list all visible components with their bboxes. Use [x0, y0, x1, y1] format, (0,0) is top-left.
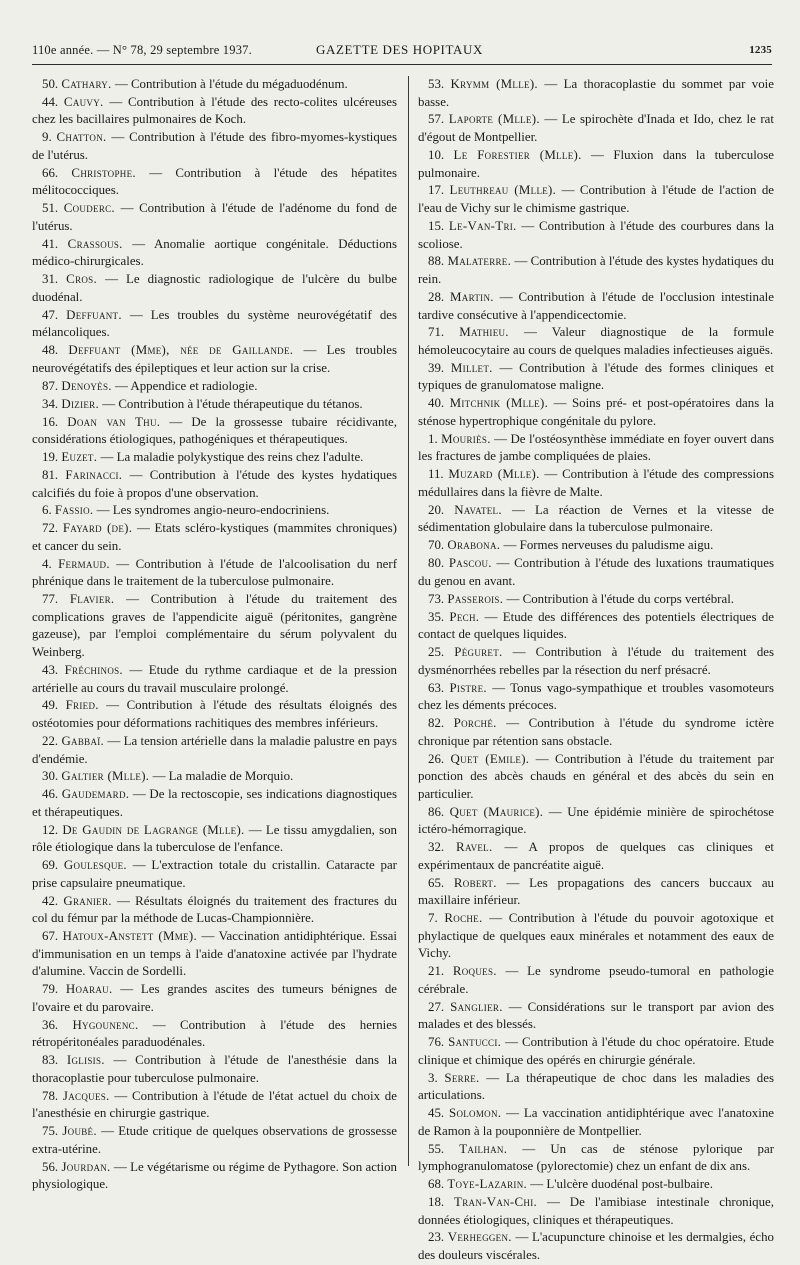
- thesis-entry: [32, 822, 397, 857]
- thesis-entry: [32, 556, 397, 591]
- entry-number: 32.: [428, 840, 445, 855]
- entry-title: — Considérations sur le transport par avion des malades et des blessés.: [418, 999, 775, 1032]
- entry-author: Leuthreau (Mlle).: [449, 183, 557, 198]
- entry-title: — Contribution à l'étude du traitement par ponction des abcès chauds en général et des abcès du sein en particulier.: [418, 751, 774, 801]
- thesis-entry: [32, 662, 397, 697]
- thesis-entry: [418, 218, 774, 253]
- entry-author: Roche.: [444, 911, 483, 926]
- entry-title: — Un cas de sténose pylorique par lymphogranulomatose (pylorectomie) chez un enfant de dix ans.: [418, 1141, 775, 1174]
- entry-title: — Les grandes ascites des tumeurs bénignes de l'ovaire et du parovaire.: [32, 982, 397, 1014]
- thesis-entry: [418, 1176, 774, 1194]
- entry-number: 47.: [42, 307, 59, 322]
- thesis-entry: [32, 981, 397, 1016]
- running-header: [32, 38, 772, 65]
- entry-title: — La maladie polykystique des reins chez l'adulte.: [100, 450, 364, 465]
- right-column: [418, 76, 774, 1265]
- entry-author: Pascou.: [448, 556, 492, 571]
- entry-number: 81.: [42, 467, 59, 482]
- thesis-entry: [32, 502, 397, 520]
- entry-author: Martin.: [450, 289, 494, 304]
- entry-number: 82.: [428, 716, 445, 731]
- entry-number: 72.: [42, 521, 59, 536]
- thesis-entry: [418, 147, 774, 182]
- entry-number: 18.: [428, 1194, 445, 1209]
- entry-title: — La thérapeutique de choc dans les maladies des articulations.: [418, 1070, 774, 1103]
- entry-title: — Anomalie aortique congénitale. Déductions médico-chirurgicales.: [32, 236, 397, 269]
- entry-title: — Contribution à l'étude des hernies rétropéritonéales paraduodénales.: [32, 1017, 398, 1050]
- left-column: [32, 76, 397, 1194]
- entry-author: Jourdan.: [61, 1159, 111, 1174]
- entry-number: 57.: [428, 112, 445, 127]
- thesis-entry: [32, 591, 397, 661]
- entry-author: Fermaud.: [58, 556, 110, 571]
- entry-title: — De la grossesse tubaire récidivante, considérations étiologiques, pathogéniques et thérapeutiques.: [32, 414, 397, 447]
- entry-number: 10.: [428, 147, 445, 162]
- entry-author: Couderc.: [63, 201, 115, 216]
- thesis-entry: [418, 591, 774, 609]
- entry-title: — Contribution à l'étude des fibro-myomes-kystiques de l'utérus.: [32, 130, 397, 162]
- entry-number: 83.: [42, 1053, 59, 1068]
- entry-number: 17.: [428, 183, 445, 198]
- entry-author: Navatel.: [454, 502, 502, 517]
- entry-title: — Contribution à l'étude thérapeutique du tétanos.: [102, 396, 363, 411]
- thesis-entry: [32, 94, 397, 129]
- entry-title: — Vaccination antidiphtérique. Essai d'immunisation en un temps à l'aide d'anatoxine activée par l'hydrate d'alumine. Vaccin de Sordelli.: [32, 929, 397, 979]
- thesis-entry: [418, 804, 774, 839]
- entry-title: — Les syndromes angio-neuro-endocriniens.: [96, 503, 330, 518]
- entry-title: — Contribution à l'étude de l'adénome du fond de l'utérus.: [32, 201, 397, 233]
- entry-author: Solomon.: [448, 1106, 502, 1121]
- entry-title: — Appendice et radiologie.: [115, 378, 258, 393]
- thesis-entry: [418, 839, 774, 874]
- entry-number: 15.: [428, 218, 445, 233]
- entry-author: Fayard (de).: [62, 521, 133, 536]
- entry-title: — Contribution à l'étude des courbures dans la scoliose.: [418, 218, 774, 251]
- entry-author: Orabona.: [447, 538, 501, 553]
- entry-number: 78.: [42, 1088, 59, 1103]
- entry-number: 4.: [42, 556, 52, 571]
- entry-author: Serre.: [444, 1070, 480, 1085]
- entry-number: 36.: [42, 1017, 59, 1032]
- entry-author: Denoyès.: [61, 378, 112, 393]
- entry-author: Muzard (Mlle).: [448, 467, 540, 482]
- thesis-entry: [418, 1141, 774, 1176]
- entry-number: 46.: [42, 787, 59, 802]
- thesis-entry: [418, 609, 774, 644]
- entry-title: — Contribution à l'étude du traitement des dysménorrhées rebelles par la résection du nerf présacré.: [418, 645, 774, 677]
- entry-title: — Contribution à l'étude des kystes hydatiques du rein.: [418, 254, 774, 287]
- entry-title: — La maladie de Morquio.: [152, 769, 294, 784]
- thesis-entry: [32, 342, 397, 377]
- entry-number: 3.: [428, 1070, 438, 1085]
- entry-title: — Contribution à l'étude des recto-colites ulcéreuses chez les bacillaires pulmonaires de Koch.: [32, 94, 397, 127]
- entry-number: 16.: [42, 414, 59, 429]
- entry-number: 67.: [42, 929, 59, 944]
- entry-title: — Tonus vago-sympathique et troubles vasomoteurs chez les déments précoces.: [418, 680, 774, 713]
- thesis-entry: [32, 200, 397, 235]
- entry-number: 26.: [428, 751, 445, 766]
- entry-author: Euzet.: [61, 450, 98, 465]
- thesis-entry: [32, 307, 397, 342]
- entry-title: — Contribution à l'étude du pouvoir agotoxique et phylactique de quelques eaux minérales et notamment des eaux de Vichy.: [418, 911, 774, 961]
- entry-number: 50.: [42, 77, 59, 91]
- entry-number: 28.: [428, 289, 445, 304]
- entry-author: Goulesque.: [63, 858, 127, 873]
- entry-number: 12.: [42, 822, 59, 837]
- entry-number: 55.: [428, 1141, 445, 1156]
- entry-author: Chatton.: [56, 130, 107, 145]
- thesis-entry: [32, 928, 397, 981]
- entry-number: 66.: [42, 165, 59, 180]
- entry-title: — Le tissu amygdalien, son rôle étiologique dans la tuberculose de l'enfance.: [32, 822, 397, 855]
- entry-author: Le Forestier (Mlle).: [453, 147, 582, 162]
- entry-author: De Gaudin de Lagrange (Mlle).: [62, 822, 245, 837]
- entry-number: 19.: [42, 450, 59, 465]
- entry-number: 34.: [42, 396, 59, 411]
- entry-number: 56.: [42, 1159, 59, 1174]
- entry-author: Toye-Lazarin.: [447, 1177, 528, 1192]
- entry-number: 43.: [42, 662, 59, 677]
- entry-author: Gaudemard.: [61, 787, 130, 802]
- entry-title: — Contribution à l'étude des compressions médullaires dans la fièvre de Malte.: [418, 467, 774, 499]
- thesis-entry: [32, 768, 397, 786]
- entry-number: 39.: [428, 360, 445, 375]
- entry-author: Porché.: [453, 716, 497, 731]
- entry-author: Krymm (Mlle).: [450, 77, 538, 91]
- entry-number: 73.: [428, 591, 445, 606]
- entry-author: Mouriès.: [441, 431, 491, 446]
- thesis-entry: [418, 537, 774, 555]
- thesis-entry: [418, 555, 774, 590]
- thesis-entry: [418, 1070, 774, 1105]
- entry-title: — Résultats éloignés du traitement des fractures du col du fémur par la méthode de Lucas-Championnière.: [32, 893, 397, 926]
- entry-author: Pech.: [449, 609, 480, 624]
- entry-number: 79.: [42, 982, 59, 997]
- entry-number: 27.: [428, 999, 445, 1014]
- thesis-entry: [418, 1034, 774, 1069]
- entry-author: Tailhan.: [459, 1141, 508, 1156]
- entry-author: Millet.: [450, 360, 493, 375]
- thesis-entry: [32, 396, 397, 414]
- entry-title: — Le syndrome pseudo-tumoral en pathologie cérébrale.: [418, 964, 774, 996]
- entry-title: — De l'ostéosynthèse immédiate en foyer ouvert dans les fractures de jambe compliquées de plaies.: [418, 431, 774, 464]
- thesis-entry: [418, 999, 774, 1034]
- entry-title: — Contribution à l'étude du syndrome ictère chronique par rétention sans obstacle.: [418, 716, 774, 748]
- entry-author: Gabbaï.: [61, 733, 105, 748]
- entry-author: Fassio.: [54, 503, 94, 518]
- entry-author: Mitchnik (Mlle).: [449, 396, 549, 411]
- thesis-entry: [418, 76, 774, 111]
- entry-author: Quet (Maurice).: [449, 804, 544, 819]
- entry-author: Robert.: [453, 875, 497, 890]
- entry-title: — Formes nerveuses du paludisme aigu.: [503, 538, 714, 553]
- thesis-entry: [32, 1052, 397, 1087]
- entry-title: — Contribution à l'étude du traitement des complications graves de l'appendicite aiguë (péritonites, gangrène gazeuse), par l'emploi complémentaire du sérum polyvalent du Weinberg.: [32, 592, 397, 660]
- entry-title: — Etude du rythme cardiaque et de la pression artérielle au cours du travail musculaire prolongé.: [32, 662, 397, 695]
- entry-number: 9.: [42, 130, 52, 145]
- column-divider: [408, 76, 409, 1166]
- entry-author: Malaterre.: [447, 254, 512, 269]
- thesis-entry: [418, 1105, 774, 1140]
- entry-title: — La vaccination antidiphtérique avec l'anatoxine de Ramon à la pouponnière de Montpellier.: [418, 1106, 774, 1138]
- issue-info: 110e année. — N° 78, 29 septembre 1937.: [32, 43, 252, 57]
- entry-author: Hygounenc.: [72, 1017, 139, 1032]
- entry-author: Hatoux-Anstett (Mme).: [62, 929, 197, 944]
- entry-title: — Contribution à l'étude des kystes hydatiques calcifiés du foie à propos d'une observation.: [32, 467, 397, 500]
- entry-number: 76.: [428, 1035, 445, 1050]
- entry-number: 31.: [42, 272, 59, 287]
- thesis-entry: [418, 875, 774, 910]
- thesis-entry: [418, 1229, 774, 1264]
- entry-title: — La thoracoplastie du sommet par voie basse.: [418, 77, 774, 109]
- thesis-entry: [32, 467, 397, 502]
- entry-author: Farinacci.: [65, 467, 123, 482]
- entry-title: — Contribution à l'étude de l'anesthésie dans la thoracoplastie pour tuberculose pulmonaire.: [32, 1053, 397, 1085]
- thesis-entry: [32, 857, 397, 892]
- entry-number: 69.: [42, 858, 59, 873]
- thesis-entry: [418, 289, 774, 324]
- entry-title: — De la rectoscopie, ses indications diagnostiques et thérapeutiques.: [32, 787, 397, 819]
- entry-author: Ravel.: [456, 840, 493, 855]
- thesis-entry: [418, 644, 774, 679]
- entry-author: Cauvy.: [63, 94, 104, 109]
- entry-number: 68.: [428, 1177, 445, 1192]
- entry-author: Iglisis.: [66, 1053, 105, 1068]
- entry-number: 25.: [428, 645, 445, 660]
- entry-author: Passerois.: [447, 591, 504, 606]
- entry-author: Pistre.: [449, 680, 487, 695]
- entry-title: — A propos de quelques cas cliniques et expérimentaux de pancréatite aiguë.: [418, 840, 774, 872]
- thesis-entry: [418, 963, 774, 998]
- entry-number: 35.: [428, 609, 445, 624]
- thesis-entry: [418, 253, 774, 288]
- entry-author: Granier.: [63, 893, 112, 908]
- entry-author: Flavier.: [69, 592, 115, 607]
- page-number: 1235: [749, 44, 772, 56]
- entry-number: 11.: [428, 467, 444, 482]
- thesis-entry: [418, 680, 774, 715]
- entry-author: Mathieu.: [459, 325, 509, 340]
- entry-author: Cros.: [66, 272, 98, 287]
- entry-number: 63.: [428, 680, 445, 695]
- entry-number: 88.: [428, 254, 445, 269]
- entry-number: 22.: [42, 733, 59, 748]
- thesis-entry: [32, 271, 397, 306]
- thesis-entry: [32, 520, 397, 555]
- entry-number: 71.: [428, 325, 445, 340]
- thesis-entry: [32, 449, 397, 467]
- entry-number: 75.: [42, 1124, 59, 1139]
- entry-author: Quet (Emile).: [450, 751, 530, 766]
- entry-author: Christophe.: [71, 165, 136, 180]
- entry-author: Dizier.: [61, 396, 99, 411]
- entry-author: Verheggen.: [447, 1230, 512, 1245]
- thesis-entry: [418, 1194, 774, 1229]
- entry-number: 87.: [42, 378, 59, 393]
- thesis-entry: [32, 697, 397, 732]
- entry-title: — Soins pré- et post-opératoires dans la sténose hypertrophique congénitale du pylore.: [418, 396, 775, 428]
- thesis-entry: [32, 165, 397, 200]
- entry-title: — Contribution à l'étude des résultats éloignés des ostéotomies pour déformations rachitiques des membres inférieurs.: [32, 698, 397, 731]
- entry-title: — Etude des différences des potentiels électriques de contact de quelques liquides.: [418, 609, 774, 642]
- thesis-list: [32, 76, 775, 1262]
- thesis-entry: [32, 1123, 397, 1158]
- thesis-entry: [32, 786, 397, 821]
- thesis-entry: [32, 414, 397, 449]
- entry-title: — Contribution à l'étude de l'action de l'eau de Vichy sur le chimisme gastrique.: [418, 183, 775, 216]
- entry-number: 86.: [428, 804, 445, 819]
- entry-title: — Contribution à l'étude de l'alcoolisation du nerf phrénique dans le traitement de la tuberculose pulmonaire.: [32, 556, 397, 589]
- thesis-entry: [418, 466, 774, 501]
- entry-author: Fréchinos.: [64, 662, 123, 677]
- thesis-entry: [418, 182, 774, 217]
- entry-author: Le-Van-Tri.: [448, 218, 517, 233]
- thesis-entry: [418, 715, 774, 750]
- entry-title: — Les troubles du système neurovégétatif des mélancoliques.: [32, 307, 397, 340]
- entry-title: — Etats scléro-kystiques (mammites chroniques) et cancer du sein.: [32, 521, 397, 553]
- entry-title: — Valeur diagnostique de la formule hémoleucocytaire au cours de quelques maladies infectieuses aiguës.: [418, 325, 774, 357]
- thesis-entry: [32, 378, 397, 396]
- entry-number: 21.: [428, 964, 445, 979]
- entry-title: — La réaction de Vernes et la vitesse de sédimentation globulaire dans la tuberculose pulmonaire.: [418, 502, 774, 535]
- entry-title: — L'extraction totale du cristallin. Cataracte par prise capsulaire pneumatique.: [32, 858, 397, 890]
- entry-title: — Contribution à l'étude des formes cliniques et typiques de granulomatose maligne.: [418, 360, 774, 393]
- entry-author: Crassous.: [67, 236, 123, 251]
- entry-author: Péguret.: [454, 645, 503, 660]
- thesis-entry: [32, 893, 397, 928]
- entry-title: — Le spirochète d'Inada et Ido, chez le rat d'égout de Montpellier.: [418, 112, 774, 145]
- entry-title: — L'ulcère duodénal post-bulbaire.: [530, 1177, 713, 1192]
- thesis-entry: [418, 910, 774, 963]
- entry-title: — Contribution à l'étude du corps vertébral.: [506, 591, 734, 606]
- entry-title: — L'acupuncture chinoise et les dermalgies, écho des douleurs viscérales.: [418, 1230, 774, 1262]
- thesis-entry: [418, 324, 774, 359]
- journal-title: GAZETTE DES HOPITAUX: [316, 42, 483, 57]
- entry-number: 70.: [428, 538, 445, 553]
- entry-title: — Contribution à l'étude des hépatites mélitococciques.: [32, 165, 397, 198]
- entry-author: Sanglier.: [450, 999, 503, 1014]
- entry-number: 51.: [42, 201, 59, 216]
- entry-number: 30.: [42, 769, 59, 784]
- entry-number: 23.: [428, 1230, 445, 1245]
- thesis-entry: [418, 360, 774, 395]
- thesis-entry: [32, 1088, 397, 1123]
- entry-title: — De l'amibiase intestinale chronique, données étiologiques, cliniques et thérapeutiques.: [418, 1194, 774, 1227]
- entry-title: — Contribution à l'étude du mégaduodénum.: [114, 77, 348, 91]
- entry-author: Joubé.: [62, 1124, 97, 1139]
- entry-number: 44.: [42, 94, 59, 109]
- entry-author: Cathary.: [61, 77, 112, 91]
- entry-number: 7.: [428, 911, 438, 926]
- entry-title: — Le végétarisme ou régime de Pythagore. Son action physiologique.: [32, 1159, 397, 1192]
- entry-title: — Une épidémie minière de spirochétose ictéro-hémorragique.: [418, 804, 774, 837]
- entry-author: Fried.: [65, 698, 99, 713]
- entry-title: — Etude critique de quelques observations de grossesse extra-utérine.: [32, 1124, 397, 1156]
- thesis-entry: [32, 1159, 397, 1194]
- entry-number: 41.: [42, 236, 59, 251]
- entry-title: — Contribution à l'étude du choc opératoire. Etude clinique et chimique des opérés en chirurgie générale.: [418, 1035, 774, 1067]
- entry-title: — Les troubles neurovégétatifs des épileptiques et leur action sur la crise.: [32, 343, 397, 375]
- entry-number: 20.: [428, 502, 445, 517]
- entry-author: Laporte (Mlle).: [448, 112, 540, 127]
- entry-title: — Contribution à l'étude de l'occlusion intestinale tardive consécutive à l'appendicectomie.: [418, 289, 774, 322]
- entry-number: 42.: [42, 893, 59, 908]
- entry-author: Roques.: [452, 964, 497, 979]
- entry-number: 53.: [428, 77, 445, 91]
- entry-author: Galtier (Mlle).: [61, 769, 150, 784]
- entry-number: 65.: [428, 875, 445, 890]
- entry-number: 80.: [428, 556, 445, 571]
- thesis-entry: [418, 431, 774, 466]
- thesis-entry: [32, 76, 397, 94]
- entry-title: — Fluxion dans la tuberculose pulmonaire.: [418, 147, 774, 180]
- entry-title: — Contribution à l'étude des luxations traumatiques du genou en avant.: [418, 556, 774, 588]
- thesis-entry: [32, 129, 397, 164]
- thesis-entry: [32, 236, 397, 271]
- thesis-entry: [418, 502, 774, 537]
- entry-author: Doan van Thu.: [67, 414, 161, 429]
- entry-title: — Le diagnostic radiologique de l'ulcère du bulbe duodénal.: [32, 272, 397, 304]
- entry-author: Santucci.: [448, 1035, 502, 1050]
- thesis-entry: [32, 1017, 397, 1052]
- entry-title: — Les propagations des cancers buccaux au maxillaire inférieur.: [418, 875, 774, 908]
- entry-author: Hoarau.: [65, 982, 113, 997]
- entry-number: 77.: [42, 592, 59, 607]
- entry-title: — La tension artérielle dans la maladie palustre en pays d'endémie.: [32, 733, 397, 766]
- entry-number: 40.: [428, 396, 445, 411]
- thesis-entry: [418, 111, 774, 146]
- entry-number: 45.: [428, 1106, 445, 1121]
- entry-number: 49.: [42, 698, 59, 713]
- entry-title: — Contribution à l'étude de l'état actuel du choix de l'anesthésie en chirurgie gastrique.: [32, 1088, 397, 1121]
- entry-author: Jacques.: [62, 1088, 110, 1103]
- entry-number: 48.: [42, 343, 59, 358]
- entry-number: 1.: [428, 431, 438, 446]
- thesis-entry: [418, 751, 774, 804]
- thesis-entry: [418, 395, 774, 430]
- entry-author: Deffuant.: [66, 307, 122, 322]
- entry-author: Tran-Van-Chi.: [454, 1194, 538, 1209]
- thesis-entry: [32, 733, 397, 768]
- entry-author: Deffuant (Mme), née de Gaillande.: [68, 343, 294, 358]
- entry-number: 6.: [42, 503, 52, 518]
